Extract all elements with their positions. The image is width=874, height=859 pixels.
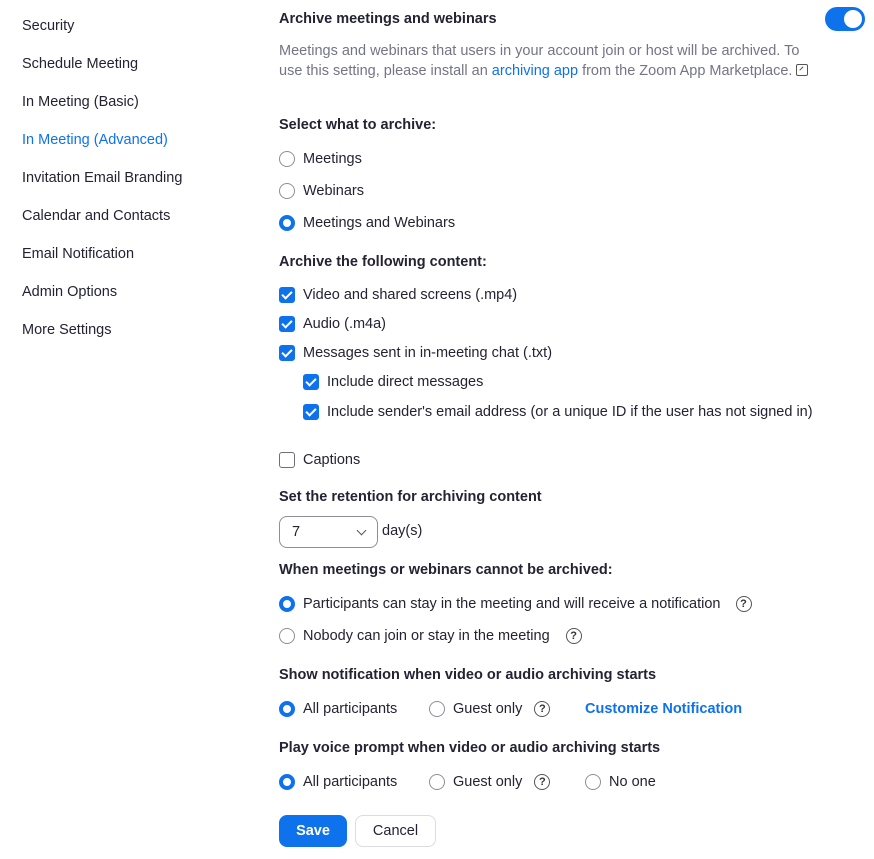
radio-notify-all[interactable] (279, 701, 397, 717)
checkbox-label: Video and shared screens (.mp4) (303, 287, 518, 303)
checkbox-direct-messages[interactable] (303, 374, 483, 390)
retention-value: 7 (292, 524, 301, 540)
failure-heading: When meetings or webinars cannot be archived: (279, 562, 613, 578)
retention-heading: Set the retention for archiving content (279, 489, 542, 505)
checkbox-label: Audio (.m4a) (303, 316, 387, 332)
sidebar-item-email-notification[interactable]: Email Notification (22, 246, 135, 262)
help-icon[interactable]: ? (736, 596, 752, 612)
notification-heading: Show notification when video or audio archiving starts (279, 667, 657, 683)
radio-label: Webinars (303, 183, 364, 199)
radio-meetings[interactable] (279, 151, 362, 167)
checkbox-checked[interactable] (279, 287, 295, 303)
radio-label: No one (609, 774, 656, 790)
radio-button-selected[interactable] (279, 215, 295, 231)
radio-button-selected[interactable] (279, 596, 295, 612)
radio-label: Participants can stay in the meeting and will receive a notification (303, 596, 721, 612)
radio-button[interactable] (279, 628, 295, 644)
sidebar-item-more-settings[interactable]: More Settings (22, 322, 112, 338)
save-button[interactable]: Save (279, 815, 347, 847)
sidebar-item-invitation-email-branding[interactable]: Invitation Email Branding (22, 170, 183, 186)
checkbox-checked[interactable] (303, 374, 319, 390)
radio-button[interactable] (429, 774, 445, 790)
checkbox-checked[interactable] (303, 404, 319, 420)
radio-webinars[interactable] (279, 183, 364, 199)
checkbox-audio[interactable] (279, 316, 386, 332)
sidebar-item-in-meeting-basic[interactable]: In Meeting (Basic) (22, 94, 139, 110)
checkbox-video[interactable] (279, 287, 517, 303)
radio-meetings-and-webinars[interactable] (279, 215, 455, 231)
retention-select[interactable] (279, 516, 378, 548)
sidebar-item-calendar-and-contacts[interactable]: Calendar and Contacts (22, 208, 171, 224)
radio-nobody-join[interactable] (279, 628, 582, 644)
radio-button[interactable] (585, 774, 601, 790)
radio-label: Meetings and Webinars (303, 215, 456, 231)
radio-notify-guest[interactable] (429, 701, 550, 717)
voice-heading: Play voice prompt when video or audio archiving starts (279, 740, 661, 756)
archive-toggle[interactable] (825, 7, 865, 31)
chevron-down-icon (357, 526, 367, 536)
external-link-icon[interactable] (796, 64, 808, 76)
archiving-app-link[interactable]: archiving app (491, 63, 579, 79)
checkbox-label: Include sender's email address (or a unique ID if the user has not signed in) (327, 404, 813, 420)
checkbox-sender-email[interactable] (303, 403, 837, 422)
checkbox-checked[interactable] (279, 316, 295, 332)
help-icon[interactable]: ? (534, 701, 550, 717)
description-text-2: from the Zoom App Marketplace. (578, 63, 793, 79)
radio-button[interactable] (279, 151, 295, 167)
setting-title: Archive meetings and webinars (279, 11, 497, 27)
setting-panel (279, 0, 874, 859)
checkbox-label: Messages sent in in-meeting chat (.txt) (303, 345, 553, 361)
sidebar-item-admin-options[interactable]: Admin Options (22, 284, 118, 300)
sidebar-item-in-meeting-advanced[interactable]: In Meeting (Advanced) (22, 132, 168, 148)
radio-voice-all[interactable] (279, 774, 397, 790)
radio-button[interactable] (279, 183, 295, 199)
help-icon[interactable]: ? (566, 628, 582, 644)
radio-voice-none[interactable] (585, 774, 656, 790)
radio-button-selected[interactable] (279, 774, 295, 790)
toggle-knob (844, 10, 862, 28)
setting-description (279, 41, 819, 81)
help-icon[interactable]: ? (534, 774, 550, 790)
checkbox-captions[interactable] (279, 452, 360, 468)
radio-label: Meetings (303, 151, 362, 167)
radio-button[interactable] (429, 701, 445, 717)
checkbox-checked[interactable] (279, 345, 295, 361)
description-text-1: Meetings and webinars that users in your account join or host will be archived. To use this setting, please install an (279, 43, 800, 79)
content-heading: Archive the following content: (279, 254, 487, 270)
sidebar-item-security[interactable]: Security (22, 18, 75, 34)
customize-notification-link[interactable]: Customize Notification (585, 701, 743, 717)
cancel-button[interactable]: Cancel (355, 815, 436, 847)
radio-label: Nobody can join or stay in the meeting (303, 628, 550, 644)
radio-label: All participants (303, 701, 398, 717)
checkbox-label: Include direct messages (327, 374, 484, 390)
radio-label: Guest only (453, 774, 523, 790)
radio-button-selected[interactable] (279, 701, 295, 717)
radio-voice-guest[interactable] (429, 774, 550, 790)
retention-unit: day(s) (382, 523, 423, 539)
radio-stay-with-notification[interactable] (279, 596, 752, 612)
radio-label: Guest only (453, 701, 523, 717)
radio-label: All participants (303, 774, 398, 790)
sidebar-item-schedule-meeting[interactable]: Schedule Meeting (22, 56, 139, 72)
checkbox-label: Captions (303, 452, 361, 468)
checkbox-chat[interactable] (279, 345, 552, 361)
archive-select-heading: Select what to archive: (279, 117, 437, 133)
checkbox-unchecked[interactable] (279, 452, 295, 468)
